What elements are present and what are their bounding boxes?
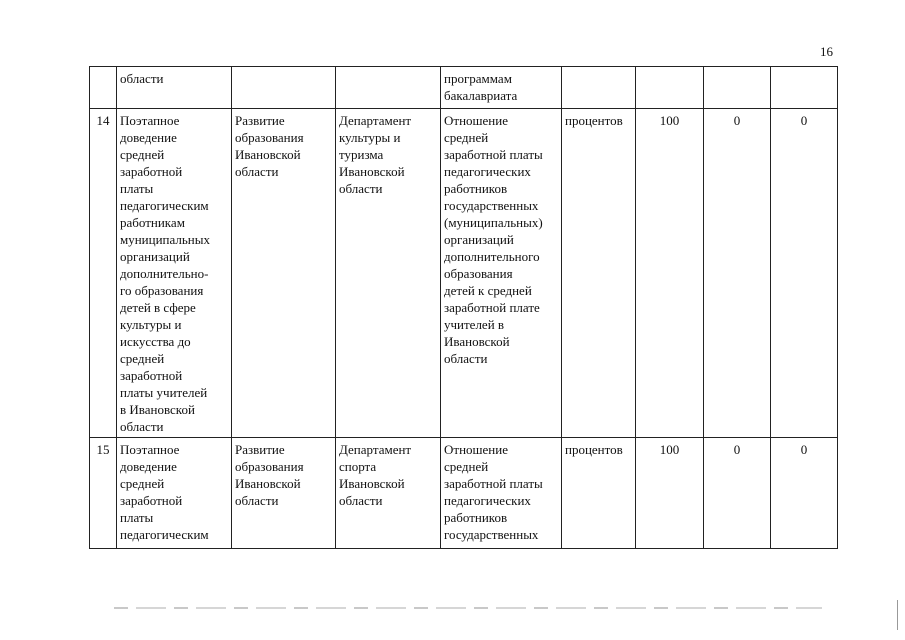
value-cell-3: 0: [771, 109, 838, 438]
scan-edge-mark: [897, 600, 898, 630]
page-number: 16: [820, 44, 833, 59]
subprogram-cell: [232, 67, 336, 109]
value-cell-2: [704, 67, 771, 109]
event-cell: области: [117, 67, 232, 109]
row-number-cell: [90, 67, 117, 109]
indicator-cell: программам бакалавриата: [441, 67, 562, 109]
value-cell-1: 100: [636, 438, 704, 549]
table-row: [90, 109, 838, 438]
value-cell-3: [771, 67, 838, 109]
executor-cell: Департамент культуры и туризма Ивановской области: [336, 109, 441, 438]
executor-cell: [336, 67, 441, 109]
executor-cell: Департамент спорта Ивановской области: [336, 438, 441, 549]
value-cell-3: 0: [771, 438, 838, 549]
value-cell-2: 0: [704, 109, 771, 438]
scan-artifact-line: [114, 607, 822, 609]
value-cell-1: [636, 67, 704, 109]
unit-cell: [562, 67, 636, 109]
table-row: [90, 67, 838, 109]
indicators-table: [89, 66, 838, 549]
value-cell-2: 0: [704, 438, 771, 549]
unit-cell: процентов: [562, 438, 636, 549]
event-cell: Поэтапное доведение средней заработной платы педагогическим: [117, 438, 232, 549]
subprogram-cell: Развитие образования Ивановской области: [232, 109, 336, 438]
value-cell-1: 100: [636, 109, 704, 438]
subprogram-cell: Развитие образования Ивановской области: [232, 438, 336, 549]
table-row: [90, 438, 838, 549]
row-number-cell: 14: [90, 109, 117, 438]
indicator-cell: Отношение средней заработной платы педагогических работников государственных: [441, 438, 562, 549]
event-cell: Поэтапное доведение средней заработной платы педагогическим работникам муниципальных организаций дополнительно- го образования детей в сфере культуры и искусства до средней заработной платы учителей в Ивановской области: [117, 109, 232, 438]
indicator-cell: Отношение средней заработной платы педагогических работников государственных (муниципальных) организаций дополнительного образования детей к средней заработной плате учителей в Ивановской области: [441, 109, 562, 438]
row-number-cell: 15: [90, 438, 117, 549]
unit-cell: процентов: [562, 109, 636, 438]
